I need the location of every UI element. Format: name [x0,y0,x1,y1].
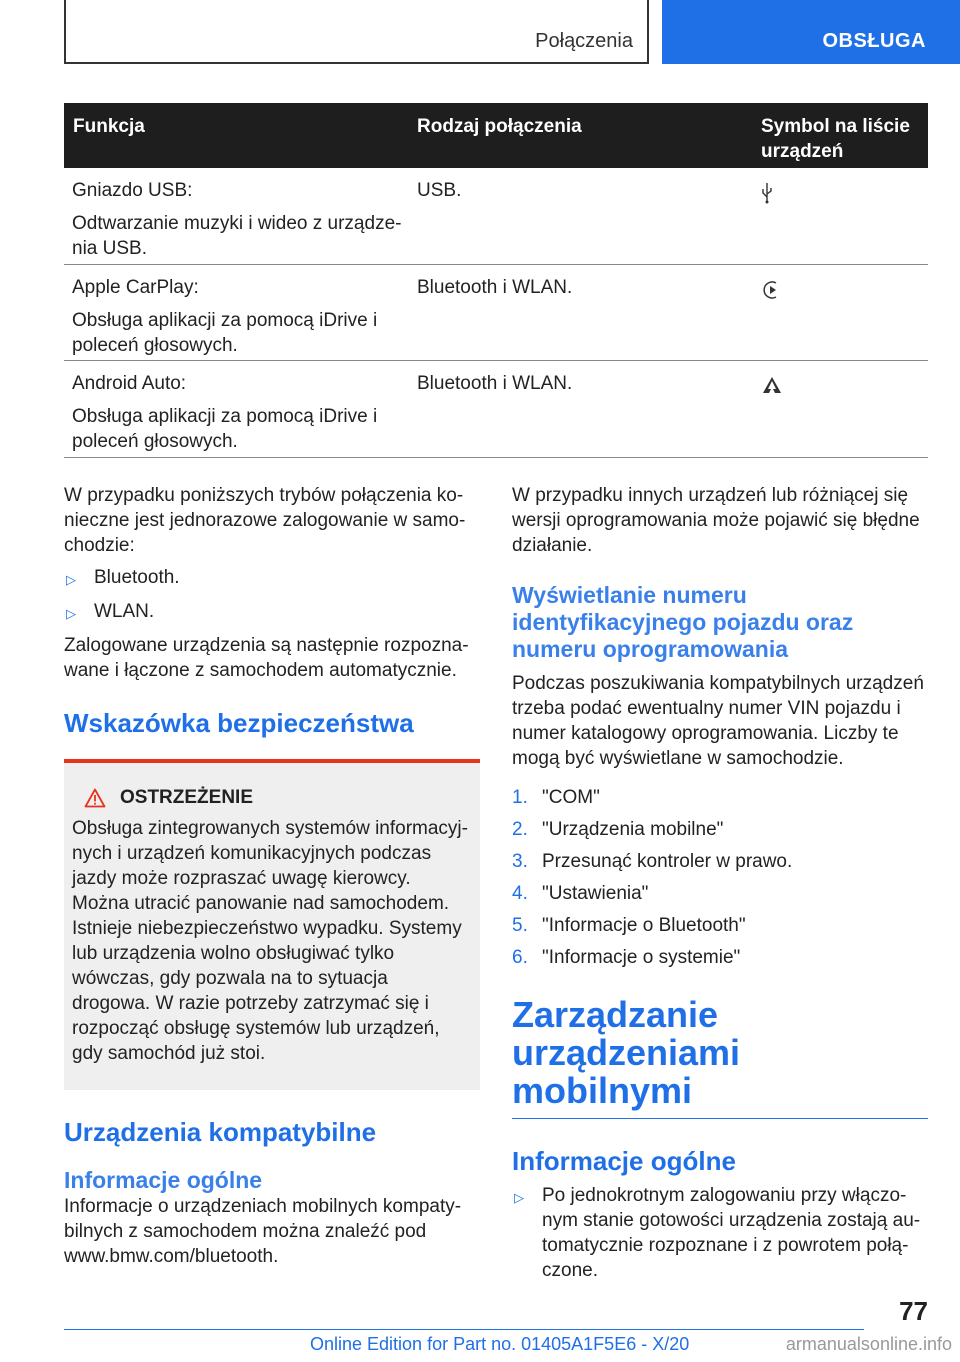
compatible-devices-heading: Urządzenia kompatybilne [64,1117,377,1147]
function-title: Apple CarPlay: [72,277,199,298]
list-item: ▷ WLAN. [64,599,480,626]
function-desc: Odtwarzanie muzyki i wideo z urządze-nia USB. [72,213,402,259]
list-item: 2. "Urządzenia mobilne" [512,819,724,840]
page-number: 77 [899,1296,928,1326]
warning-box [64,759,480,1090]
manage-heading-block [512,996,928,1119]
triangle-bullet-icon: ▷ [66,572,76,587]
header-connection-type: Rodzaj połączenia [417,116,582,137]
table-row [64,168,928,265]
cell-function [72,275,402,358]
table-row [64,265,928,361]
function-title: Android Auto: [72,373,187,394]
general-info-heading: Informacje ogólne [64,1167,263,1193]
header-symbol: Symbol na liście urządzeń [761,116,910,162]
list-item: 5. "Informacje o Bluetooth" [512,915,746,936]
table-header [64,103,928,168]
usb-icon [761,182,773,211]
compatible-devices-text: Informacje o urządzeniach mobilnych kompaty-bilnych z samochodem można znaleźć pod www.bmw.com/bluetooth. [64,1196,462,1267]
cell-connection: Bluetooth i WLAN. [417,277,573,298]
function-desc: Obsługa aplikacji za pomocą iDrive i poleceń głosowych. [72,310,378,356]
watermark: armanualsonline.info [785,1334,952,1354]
table-row [64,361,928,458]
compatibility-warning-text: W przypadku innych urządzeń lub różniącej się wersji oprogramowania może pojawić się błędne działanie. [512,485,920,556]
login-intro: W przypadku poniższych trybów połączenia ko-nieczne jest jednorazowe zalogowanie w samo-chodzie: [64,485,466,556]
section-label: Połączenia [535,30,633,52]
android-auto-icon [761,375,783,402]
connections-table [64,103,928,458]
warning-header [84,785,470,810]
edition-text: Online Edition for Part no. 01405A1F5E6 - X/20 [310,1334,690,1354]
cell-function [72,178,402,261]
vin-heading: Wyświetlanie numeru identyfikacyjnego pojazdu oraz numeru oprogramowania [512,582,854,662]
list-item: 3. Przesunąć kontroler w prawo. [512,851,793,872]
steps-list [512,785,928,970]
chapter-tab [662,0,960,64]
right-column [512,483,928,1283]
chapter-label: OBSŁUGA [822,30,926,52]
cell-function [72,371,402,454]
warning-title: OSTRZEŻENIE [120,787,254,808]
section-tab [64,0,649,64]
safety-heading: Wskazówka bezpieczeństwa [64,708,414,738]
list-item: ▷ Bluetooth. [64,565,480,592]
triangle-bullet-icon: ▷ [66,606,76,621]
triangle-bullet-icon: ▷ [514,1190,524,1205]
header-function: Funkcja [73,116,145,137]
left-column [64,483,480,1269]
warning-triangle-icon [84,788,106,808]
function-title: Gniazdo USB: [72,180,193,201]
list-item: ▷ Po jednokrotnym zalogowaniu przy włączo-nym stanie gotowości urządzenia zostają au-tomatycznie rozpoznane i z powrotem połą-czone. [514,1185,921,1281]
function-desc: Obsługa aplikacji za pomocą iDrive i poleceń głosowych. [72,406,378,452]
carplay-icon [761,279,783,308]
cell-connection: USB. [417,180,462,201]
list-item: 6. "Informacje o systemie" [512,947,741,968]
list-item: 4. "Ustawienia" [512,883,649,904]
list-item: 1. "COM" [512,787,600,808]
recognition-text: Zalogowane urządzenia są następnie rozpozna-wane i łączone z samochodem automatycznie. [64,635,469,681]
general-info-heading: Informacje ogólne [512,1146,736,1176]
warning-text: Obsługa zintegrowanych systemów informacyj-nych i urządzeń komunikacyjnych podczas jazdy może rozpraszać uwagę kierowcy. Można utracić panowanie nad samochodem. Istnieje niebezpieczeństwo wypadku. Systemy lub urządzenia wolno obsługiwać tylko wówczas, gdy pozwala na to sytuacja drogowa. W razie potrzeby zatrzymać się i rozpocząć obsługę systemów lub urządzeń, gdy samochód już stoi. [72,818,468,1064]
vin-text: Podczas poszukiwania kompatybilnych urządzeń trzeba podać ewentualny numer VIN pojazdu i numer katalogowy oprogramowania. Liczby te mogą być wyświetlane w samochodzie. [512,673,924,769]
cell-connection: Bluetooth i WLAN. [417,373,573,394]
manage-devices-heading: Zarządzanie urządzeniami mobilnymi [512,994,741,1111]
footer-divider [64,1329,864,1330]
